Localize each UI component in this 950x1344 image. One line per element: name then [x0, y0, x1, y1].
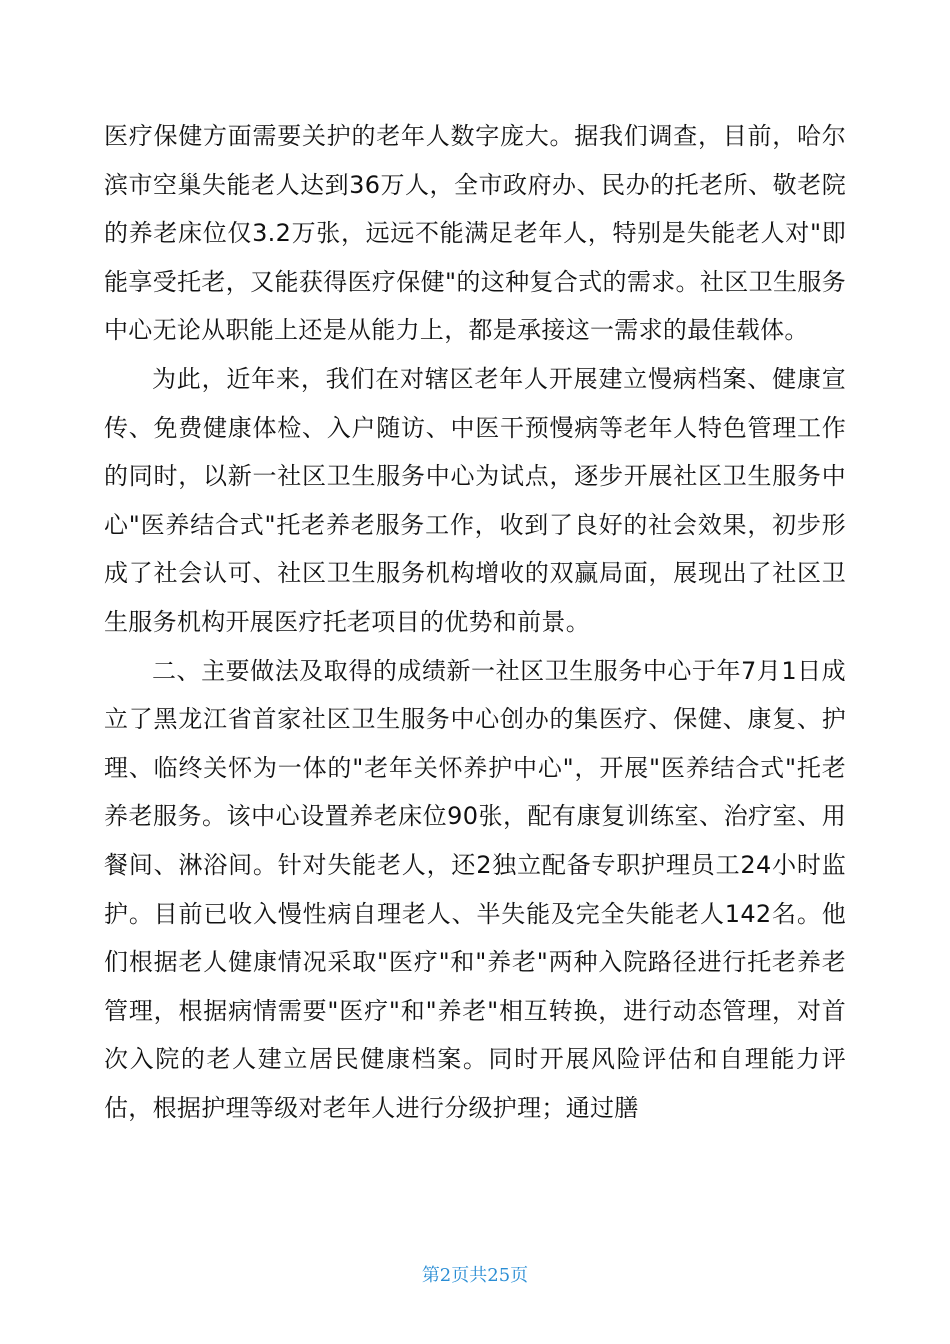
document-body — [104, 112, 846, 1132]
paragraph-3: 二、主要做法及取得的成绩新一社区卫生服务中心于年7月1日成立了黑龙江省首家社区卫生服务中心创办的集医疗、保健、康复、护理、临终关怀为一体的"老年关怀养护中心"，开展"医养结合式"托老养老服务。该中心设置养老床位90张，配有康复训练室、治疗室、用餐间、淋浴间。针对失能老人，还2独立配备专职护理员工24小时监护。目前已收入慢性病自理老人、半失能及完全失能老人142名。他们根据老人健康情况采取"医疗"和"养老"两种入院路径进行托老养老管理，根据病情需要"医疗"和"养老"相互转换，进行动态管理，对首次入院的老人建立居民健康档案。同时开展风险评估和自理能力评估，根据护理等级对老年人进行分级护理；通过膳 — [104, 656, 846, 1122]
paragraph-1: 医疗保健方面需要关护的老年人数字庞大。据我们调查，目前，哈尔滨市空巢失能老人达到36万人，全市政府办、民办的托老所、敬老院的养老床位仅3.2万张，远远不能满足老年人，特别是失能老人对"即能享受托老，又能获得医疗保健"的这种复合式的需求。社区卫生服务中心无论从职能上还是从能力上，都是承接这一需求的最佳载体。 — [104, 122, 846, 345]
page-number-footer: 第2页共25页 — [421, 1265, 529, 1286]
paragraph-2: 为此，近年来，我们在对辖区老年人开展建立慢病档案、健康宣传、免费健康体检、入户随访、中医干预慢病等老年人特色管理工作的同时，以新一社区卫生服务中心为试点，逐步开展社区卫生服务中心"医养结合式"托老养老服务工作，收到了良好的社会效果，初步形成了社会认可、社区卫生服务机构增收的双赢局面，展现出了社区卫生服务机构开展医疗托老项目的优势和前景。 — [104, 364, 846, 636]
